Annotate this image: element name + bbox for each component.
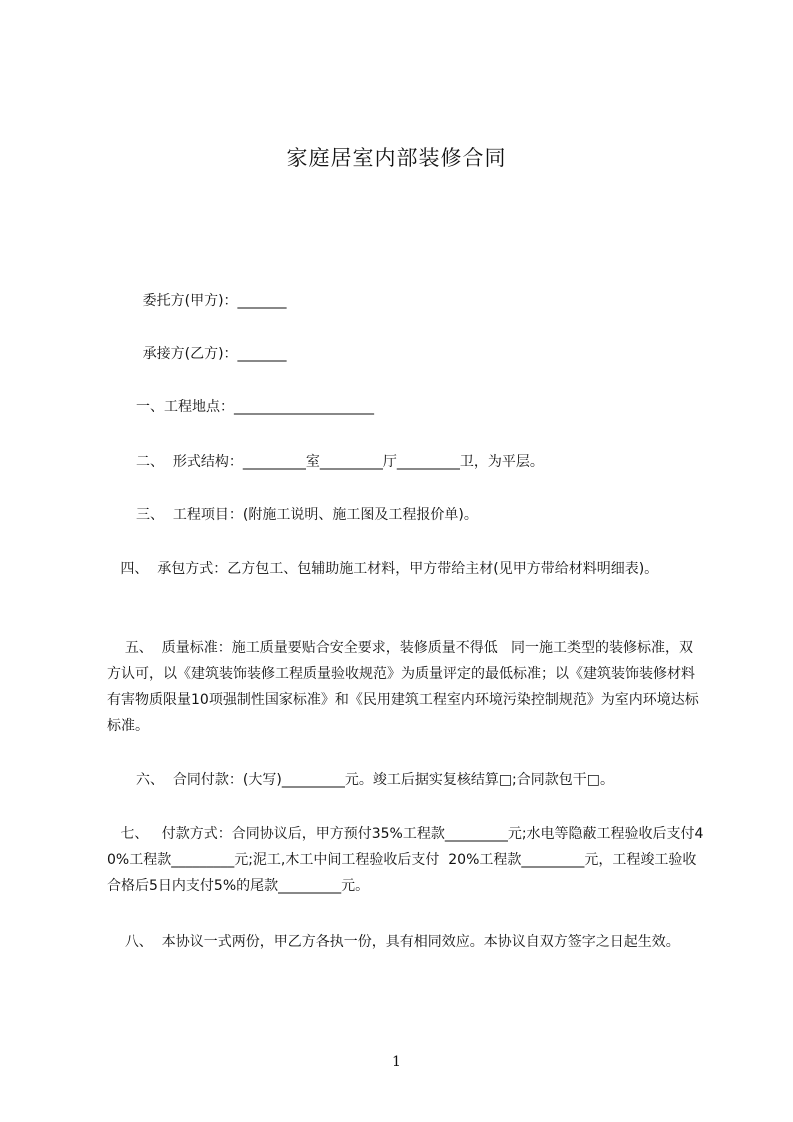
clause-7-payment-method: 七、 付款方式：合同协议后，甲方预付35%工程款_________元;水电等隐蔽工程验收后支付40%工程款_________元;泥工,木工中间工程验收后支付 20%工程款_________元，工程竣工验收合格后5日内支付5%的尾款_________元。 (107, 826, 704, 894)
contract-title: 家庭居室内部装修合同 (286, 146, 507, 170)
clause-6-contract-payment: 六、 合同付款：(大写)_________元。竣工后据实复核结算□;合同款包干□。 (136, 772, 614, 788)
clause-3-project: 三、 工程项目：(附施工说明、施工图及工程报价单)。 (136, 507, 478, 523)
page-number: 1 (392, 1054, 401, 1070)
clause-4-contract-method: 四、 承包方式：乙方包工、包辅助施工材料，甲方带给主材(见甲方带给材料明细表)。 (107, 561, 659, 577)
clause-5-quality-standard: 五、 质量标准：施工质量要贴合安全要求，装修质量不得低 同一施工类型的装修标准，双方认可，以《建筑装饰装修工程质量验收规范》为质量评定的最低标准；以《建筑装饰装修材料有害物质限量10项强制性国家标准》和《民用建筑工程室内环境污染控制规范》为室内环境达标标准。 (107, 640, 699, 734)
party-a-line: 委托方(甲方)：_______ (107, 293, 287, 309)
clause-2-structure: 二、 形式结构：_________室_________厅_________卫，为平层。 (136, 454, 544, 470)
clause-1-location: 一、工程地点：____________________ (136, 399, 374, 415)
party-b-line: 承接方(乙方)：_______ (107, 346, 287, 362)
clause-8-effectiveness: 八、 本协议一式两份，甲乙方各执一份，具有相同效应。本协议自双方签字之日起生效。 (107, 934, 680, 950)
